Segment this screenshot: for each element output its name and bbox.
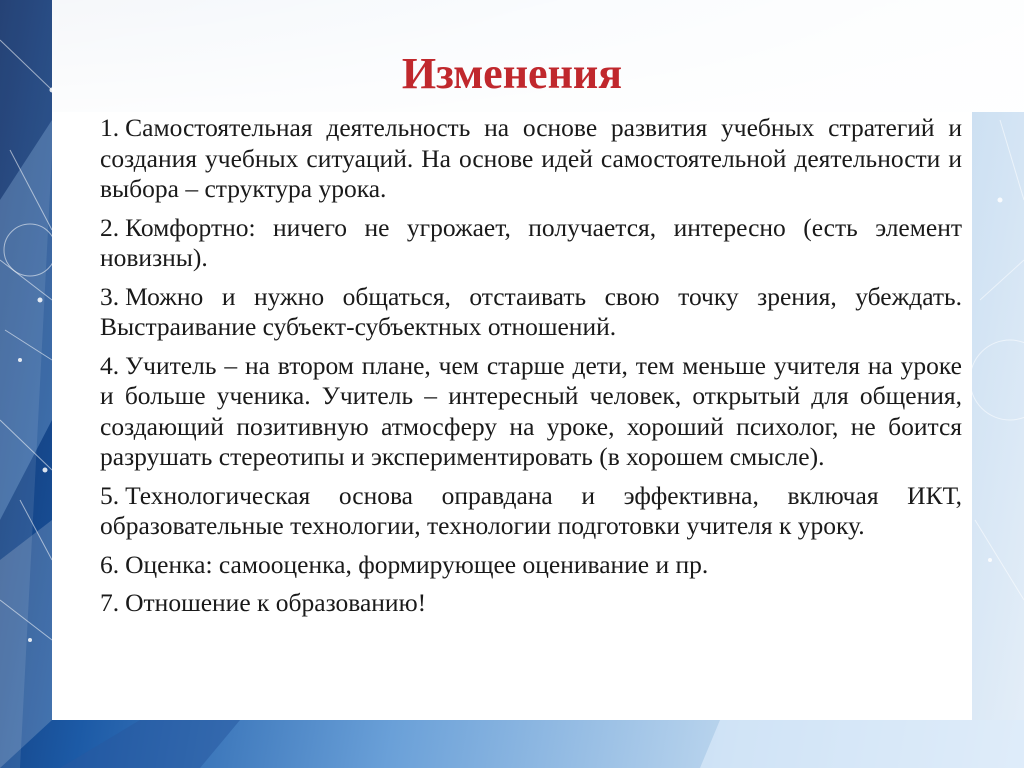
item-number: 3. <box>100 281 120 311</box>
list-item <box>100 282 962 343</box>
changes-list <box>100 113 962 627</box>
item-text: Оценка: самооценка, формирующее оценивание и пр. <box>125 549 709 579</box>
list-item <box>100 113 962 205</box>
item-text: Отношение к образованию! <box>125 588 427 617</box>
item-text: Технологическая основа оправдана и эффективна, включая ИКТ, образовательные технологии, технологии подготовки учителя к уроку. <box>100 480 962 540</box>
item-number: 5. <box>100 480 120 510</box>
list-item <box>100 550 962 581</box>
item-text: Самостоятельная деятельность на основе развития учебных стратегий и создания учебных ситуаций. На основе идей самостоятельной деятельности и выбора – структура урока. <box>100 113 962 203</box>
list-item <box>100 351 962 473</box>
list-item <box>100 213 962 274</box>
slide-title: Изменения <box>401 49 623 98</box>
item-number: 4. <box>100 350 120 380</box>
list-item <box>100 588 962 619</box>
item-number: 1. <box>100 113 120 142</box>
item-text: Можно и нужно общаться, отстаивать свою точку зрения, убеждать. Выстраивание субъект-субъектных отношений. <box>100 281 962 341</box>
item-number: 6. <box>100 549 120 579</box>
item-text: Учитель – на втором плане, чем старше дети, тем меньше учителя на уроке и больше ученика. Учитель – интересный человек, открытый для общения, создающий позитивную атмосферу на уроке, хороший психолог, не боится разрушать стереотипы и экспериментировать (в хорошем смысле). <box>100 350 962 471</box>
item-number: 7. <box>100 588 120 617</box>
item-number: 2. <box>100 212 120 242</box>
item-text: Комфортно: ничего не угрожает, получается, интересно (есть элемент новизны). <box>100 212 962 272</box>
list-item <box>100 481 962 542</box>
